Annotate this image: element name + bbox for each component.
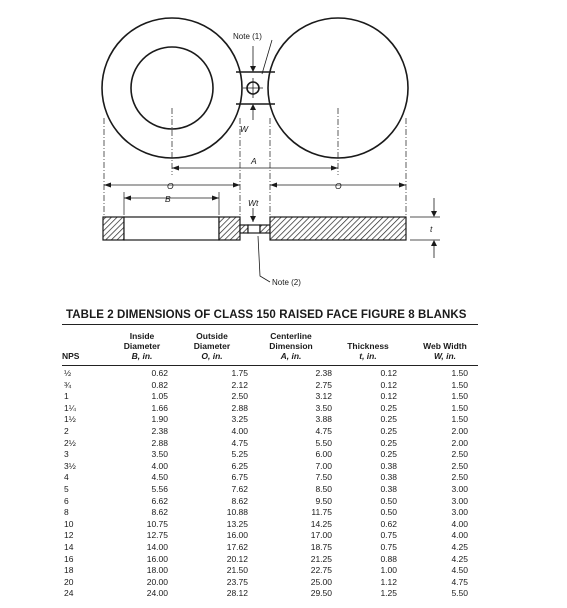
table-row bbox=[62, 588, 478, 600]
table-row bbox=[62, 496, 478, 508]
cell-inside-diameter: 4.50 bbox=[151, 472, 168, 483]
spacer-ring-outer bbox=[102, 18, 242, 158]
cell-inside-diameter: 20.00 bbox=[146, 576, 168, 587]
cell-web-width: 2.50 bbox=[451, 460, 468, 471]
spacer-section-bore bbox=[124, 217, 219, 240]
cell-inside-diameter: 16.00 bbox=[146, 553, 168, 564]
cell-outside-diameter: 6.25 bbox=[231, 460, 248, 471]
cell-thickness: 0.50 bbox=[380, 495, 397, 506]
web-section-left bbox=[240, 225, 248, 233]
cell-web-width: 3.00 bbox=[451, 495, 468, 506]
cell-nps: 2 bbox=[64, 425, 69, 436]
table-row bbox=[62, 472, 478, 484]
cell-web-width: 4.75 bbox=[451, 576, 468, 587]
table-row bbox=[62, 461, 478, 473]
cell-centerline: 7.50 bbox=[315, 472, 332, 483]
cell-web-width: 2.50 bbox=[451, 449, 468, 460]
dim-wt-label: Wt bbox=[248, 198, 259, 208]
table-top-rule bbox=[62, 324, 478, 325]
cell-nps: 12 bbox=[64, 530, 74, 541]
cell-inside-diameter: 14.00 bbox=[146, 541, 168, 552]
table-row bbox=[62, 414, 478, 426]
cell-thickness: 1.25 bbox=[380, 588, 397, 599]
cell-inside-diameter: 10.75 bbox=[146, 518, 168, 529]
cell-nps: 24 bbox=[64, 588, 74, 599]
blind-section bbox=[270, 217, 406, 240]
cell-inside-diameter: 1.66 bbox=[151, 402, 168, 413]
table-row bbox=[62, 519, 478, 531]
cell-inside-diameter: 3.50 bbox=[151, 449, 168, 460]
cell-thickness: 0.12 bbox=[380, 391, 397, 402]
cell-nps: 1 bbox=[64, 391, 69, 402]
cell-outside-diameter: 4.75 bbox=[231, 437, 248, 448]
table-row bbox=[62, 368, 478, 380]
cell-web-width: 1.50 bbox=[451, 414, 468, 425]
cell-web-width: 2.50 bbox=[451, 472, 468, 483]
header-inside-diameter: Inside Diameter B, in. bbox=[123, 331, 161, 361]
cell-outside-diameter: 21.50 bbox=[226, 565, 248, 576]
cell-outside-diameter: 8.62 bbox=[231, 495, 248, 506]
header-nps: NPS bbox=[62, 351, 80, 361]
cell-outside-diameter: 6.75 bbox=[231, 472, 248, 483]
table-row bbox=[62, 449, 478, 461]
cell-centerline: 22.75 bbox=[310, 565, 332, 576]
cell-nps: 20 bbox=[64, 576, 74, 587]
cell-inside-diameter: 18.00 bbox=[146, 565, 168, 576]
cell-nps: 14 bbox=[64, 541, 74, 552]
cell-nps: 1¼ bbox=[64, 402, 76, 413]
cell-outside-diameter: 10.88 bbox=[226, 507, 248, 518]
web-section-right bbox=[260, 225, 270, 233]
table-row bbox=[62, 507, 478, 519]
cell-thickness: 0.38 bbox=[380, 460, 397, 471]
table-row bbox=[62, 403, 478, 415]
header-outside-diameter: Outside Diameter O, in. bbox=[193, 331, 231, 361]
cell-outside-diameter: 20.12 bbox=[226, 553, 248, 564]
cell-outside-diameter: 1.75 bbox=[231, 368, 248, 378]
dim-t-label: t bbox=[430, 224, 433, 234]
cell-centerline: 3.50 bbox=[315, 402, 332, 413]
cell-inside-diameter: 4.00 bbox=[151, 460, 168, 471]
cell-thickness: 0.50 bbox=[380, 507, 397, 518]
cell-centerline: 11.75 bbox=[311, 507, 332, 518]
cell-inside-diameter: 6.62 bbox=[151, 495, 168, 506]
cell-web-width: 1.50 bbox=[451, 402, 468, 413]
cell-inside-diameter: 1.05 bbox=[151, 391, 168, 402]
cell-outside-diameter: 2.88 bbox=[231, 402, 248, 413]
cell-centerline: 9.50 bbox=[315, 495, 332, 506]
cell-nps: 10 bbox=[64, 518, 74, 529]
cell-centerline: 2.38 bbox=[315, 368, 332, 378]
cell-web-width: 1.50 bbox=[451, 391, 468, 402]
table-row bbox=[62, 577, 478, 589]
table-row bbox=[62, 554, 478, 566]
cell-nps: 4 bbox=[64, 472, 69, 483]
cell-centerline: 21.25 bbox=[310, 553, 332, 564]
table-row bbox=[62, 438, 478, 450]
table-row bbox=[62, 565, 478, 577]
cell-centerline: 17.00 bbox=[310, 530, 332, 541]
cell-thickness: 0.62 bbox=[380, 518, 397, 529]
cell-outside-diameter: 23.75 bbox=[226, 576, 248, 587]
cell-centerline: 8.50 bbox=[315, 483, 332, 494]
table-row bbox=[62, 426, 478, 438]
table-body bbox=[62, 368, 478, 600]
table-row bbox=[62, 380, 478, 392]
cell-outside-diameter: 7.62 bbox=[231, 483, 248, 494]
cell-nps: ½ bbox=[64, 368, 72, 378]
cell-nps: 18 bbox=[64, 565, 74, 576]
cell-web-width: 4.00 bbox=[451, 530, 468, 541]
cell-web-width: 1.50 bbox=[451, 379, 468, 390]
cell-web-width: 4.50 bbox=[451, 565, 468, 576]
cell-outside-diameter: 4.00 bbox=[231, 425, 248, 436]
cell-nps: 3½ bbox=[64, 460, 76, 471]
table-row bbox=[62, 391, 478, 403]
cell-nps: 5 bbox=[64, 483, 69, 494]
cell-outside-diameter: 13.25 bbox=[226, 518, 248, 529]
cell-web-width: 2.00 bbox=[451, 425, 468, 436]
header-centerline-dimension: Centerline Dimension A, in. bbox=[269, 331, 313, 361]
cell-thickness: 0.12 bbox=[380, 379, 397, 390]
cell-inside-diameter: 8.62 bbox=[151, 507, 168, 518]
cell-web-width: 5.50 bbox=[451, 588, 468, 599]
web-section-hole bbox=[248, 225, 260, 233]
cell-nps: 8 bbox=[64, 507, 69, 518]
cell-centerline: 14.25 bbox=[310, 518, 332, 529]
cell-outside-diameter: 2.50 bbox=[231, 391, 248, 402]
cell-inside-diameter: 5.56 bbox=[151, 483, 168, 494]
cell-outside-diameter: 2.12 bbox=[231, 379, 248, 390]
spacer-section-left bbox=[103, 217, 124, 240]
cell-inside-diameter: 1.90 bbox=[151, 414, 168, 425]
note1-label: Note (1) bbox=[233, 32, 262, 41]
cell-centerline: 3.12 bbox=[315, 391, 332, 402]
blind-disc bbox=[268, 18, 408, 158]
cell-centerline: 2.75 bbox=[315, 379, 332, 390]
cell-outside-diameter: 16.00 bbox=[226, 530, 248, 541]
header-web-width: Web Width W, in. bbox=[423, 341, 467, 361]
table-row bbox=[62, 530, 478, 542]
cell-centerline: 6.00 bbox=[315, 449, 332, 460]
cell-inside-diameter: 24.00 bbox=[146, 588, 168, 599]
spacer-section-right bbox=[219, 217, 240, 240]
cell-centerline: 25.00 bbox=[310, 576, 332, 587]
table-title: TABLE 2 DIMENSIONS OF CLASS 150 RAISED FACE FIGURE 8 BLANKS bbox=[66, 309, 467, 321]
cell-thickness: 0.75 bbox=[380, 541, 397, 552]
cell-centerline: 5.50 bbox=[315, 437, 332, 448]
cell-thickness: 0.12 bbox=[380, 368, 397, 378]
cell-inside-diameter: 2.38 bbox=[151, 425, 168, 436]
cell-outside-diameter: 5.25 bbox=[231, 449, 248, 460]
cell-thickness: 0.25 bbox=[380, 425, 397, 436]
dim-o-left-label: O bbox=[167, 181, 174, 191]
cell-web-width: 4.25 bbox=[451, 541, 468, 552]
cell-nps: 6 bbox=[64, 495, 69, 506]
cell-centerline: 29.50 bbox=[310, 588, 332, 599]
dim-a-label: A bbox=[251, 156, 257, 166]
cell-web-width: 3.00 bbox=[451, 507, 468, 518]
cell-centerline: 18.75 bbox=[310, 541, 332, 552]
table-row bbox=[62, 542, 478, 554]
cell-inside-diameter: 12.75 bbox=[146, 530, 168, 541]
cell-web-width: 3.00 bbox=[451, 483, 468, 494]
cell-web-width: 4.25 bbox=[451, 553, 468, 564]
cell-inside-diameter: 0.82 bbox=[151, 379, 168, 390]
cell-web-width: 1.50 bbox=[451, 368, 468, 378]
cell-web-width: 4.00 bbox=[451, 518, 468, 529]
cell-thickness: 0.25 bbox=[380, 402, 397, 413]
cell-thickness: 0.88 bbox=[380, 553, 397, 564]
cell-nps: 1½ bbox=[64, 414, 76, 425]
cell-thickness: 0.38 bbox=[380, 472, 397, 483]
cell-thickness: 0.38 bbox=[380, 483, 397, 494]
cell-inside-diameter: 2.88 bbox=[151, 437, 168, 448]
figure-8-blank-drawing bbox=[0, 0, 567, 300]
cell-centerline: 4.75 bbox=[315, 425, 332, 436]
web-width-label: W bbox=[240, 124, 249, 134]
cell-outside-diameter: 17.62 bbox=[226, 541, 248, 552]
cell-inside-diameter: 0.62 bbox=[151, 368, 168, 378]
table-row bbox=[62, 484, 478, 496]
cell-thickness: 0.25 bbox=[380, 437, 397, 448]
cell-nps: ¾ bbox=[64, 379, 72, 390]
cell-nps: 2½ bbox=[64, 437, 76, 448]
cell-nps: 16 bbox=[64, 553, 74, 564]
note2-label: Note (2) bbox=[272, 278, 301, 287]
cell-centerline: 7.00 bbox=[315, 460, 332, 471]
dim-b-label: B bbox=[165, 194, 171, 204]
dim-o-right-label: O bbox=[335, 181, 342, 191]
cell-outside-diameter: 3.25 bbox=[231, 414, 248, 425]
cell-thickness: 0.25 bbox=[380, 449, 397, 460]
cell-outside-diameter: 28.12 bbox=[226, 588, 248, 599]
cell-thickness: 0.25 bbox=[380, 414, 397, 425]
cell-nps: 3 bbox=[64, 449, 69, 460]
header-thickness: Thickness t, in. bbox=[347, 341, 389, 361]
header-rule bbox=[62, 365, 478, 366]
cell-web-width: 2.00 bbox=[451, 437, 468, 448]
cell-centerline: 3.88 bbox=[315, 414, 332, 425]
side-view bbox=[103, 217, 406, 240]
cell-thickness: 1.12 bbox=[380, 576, 397, 587]
cell-thickness: 0.75 bbox=[380, 530, 397, 541]
cell-thickness: 1.00 bbox=[380, 565, 397, 576]
